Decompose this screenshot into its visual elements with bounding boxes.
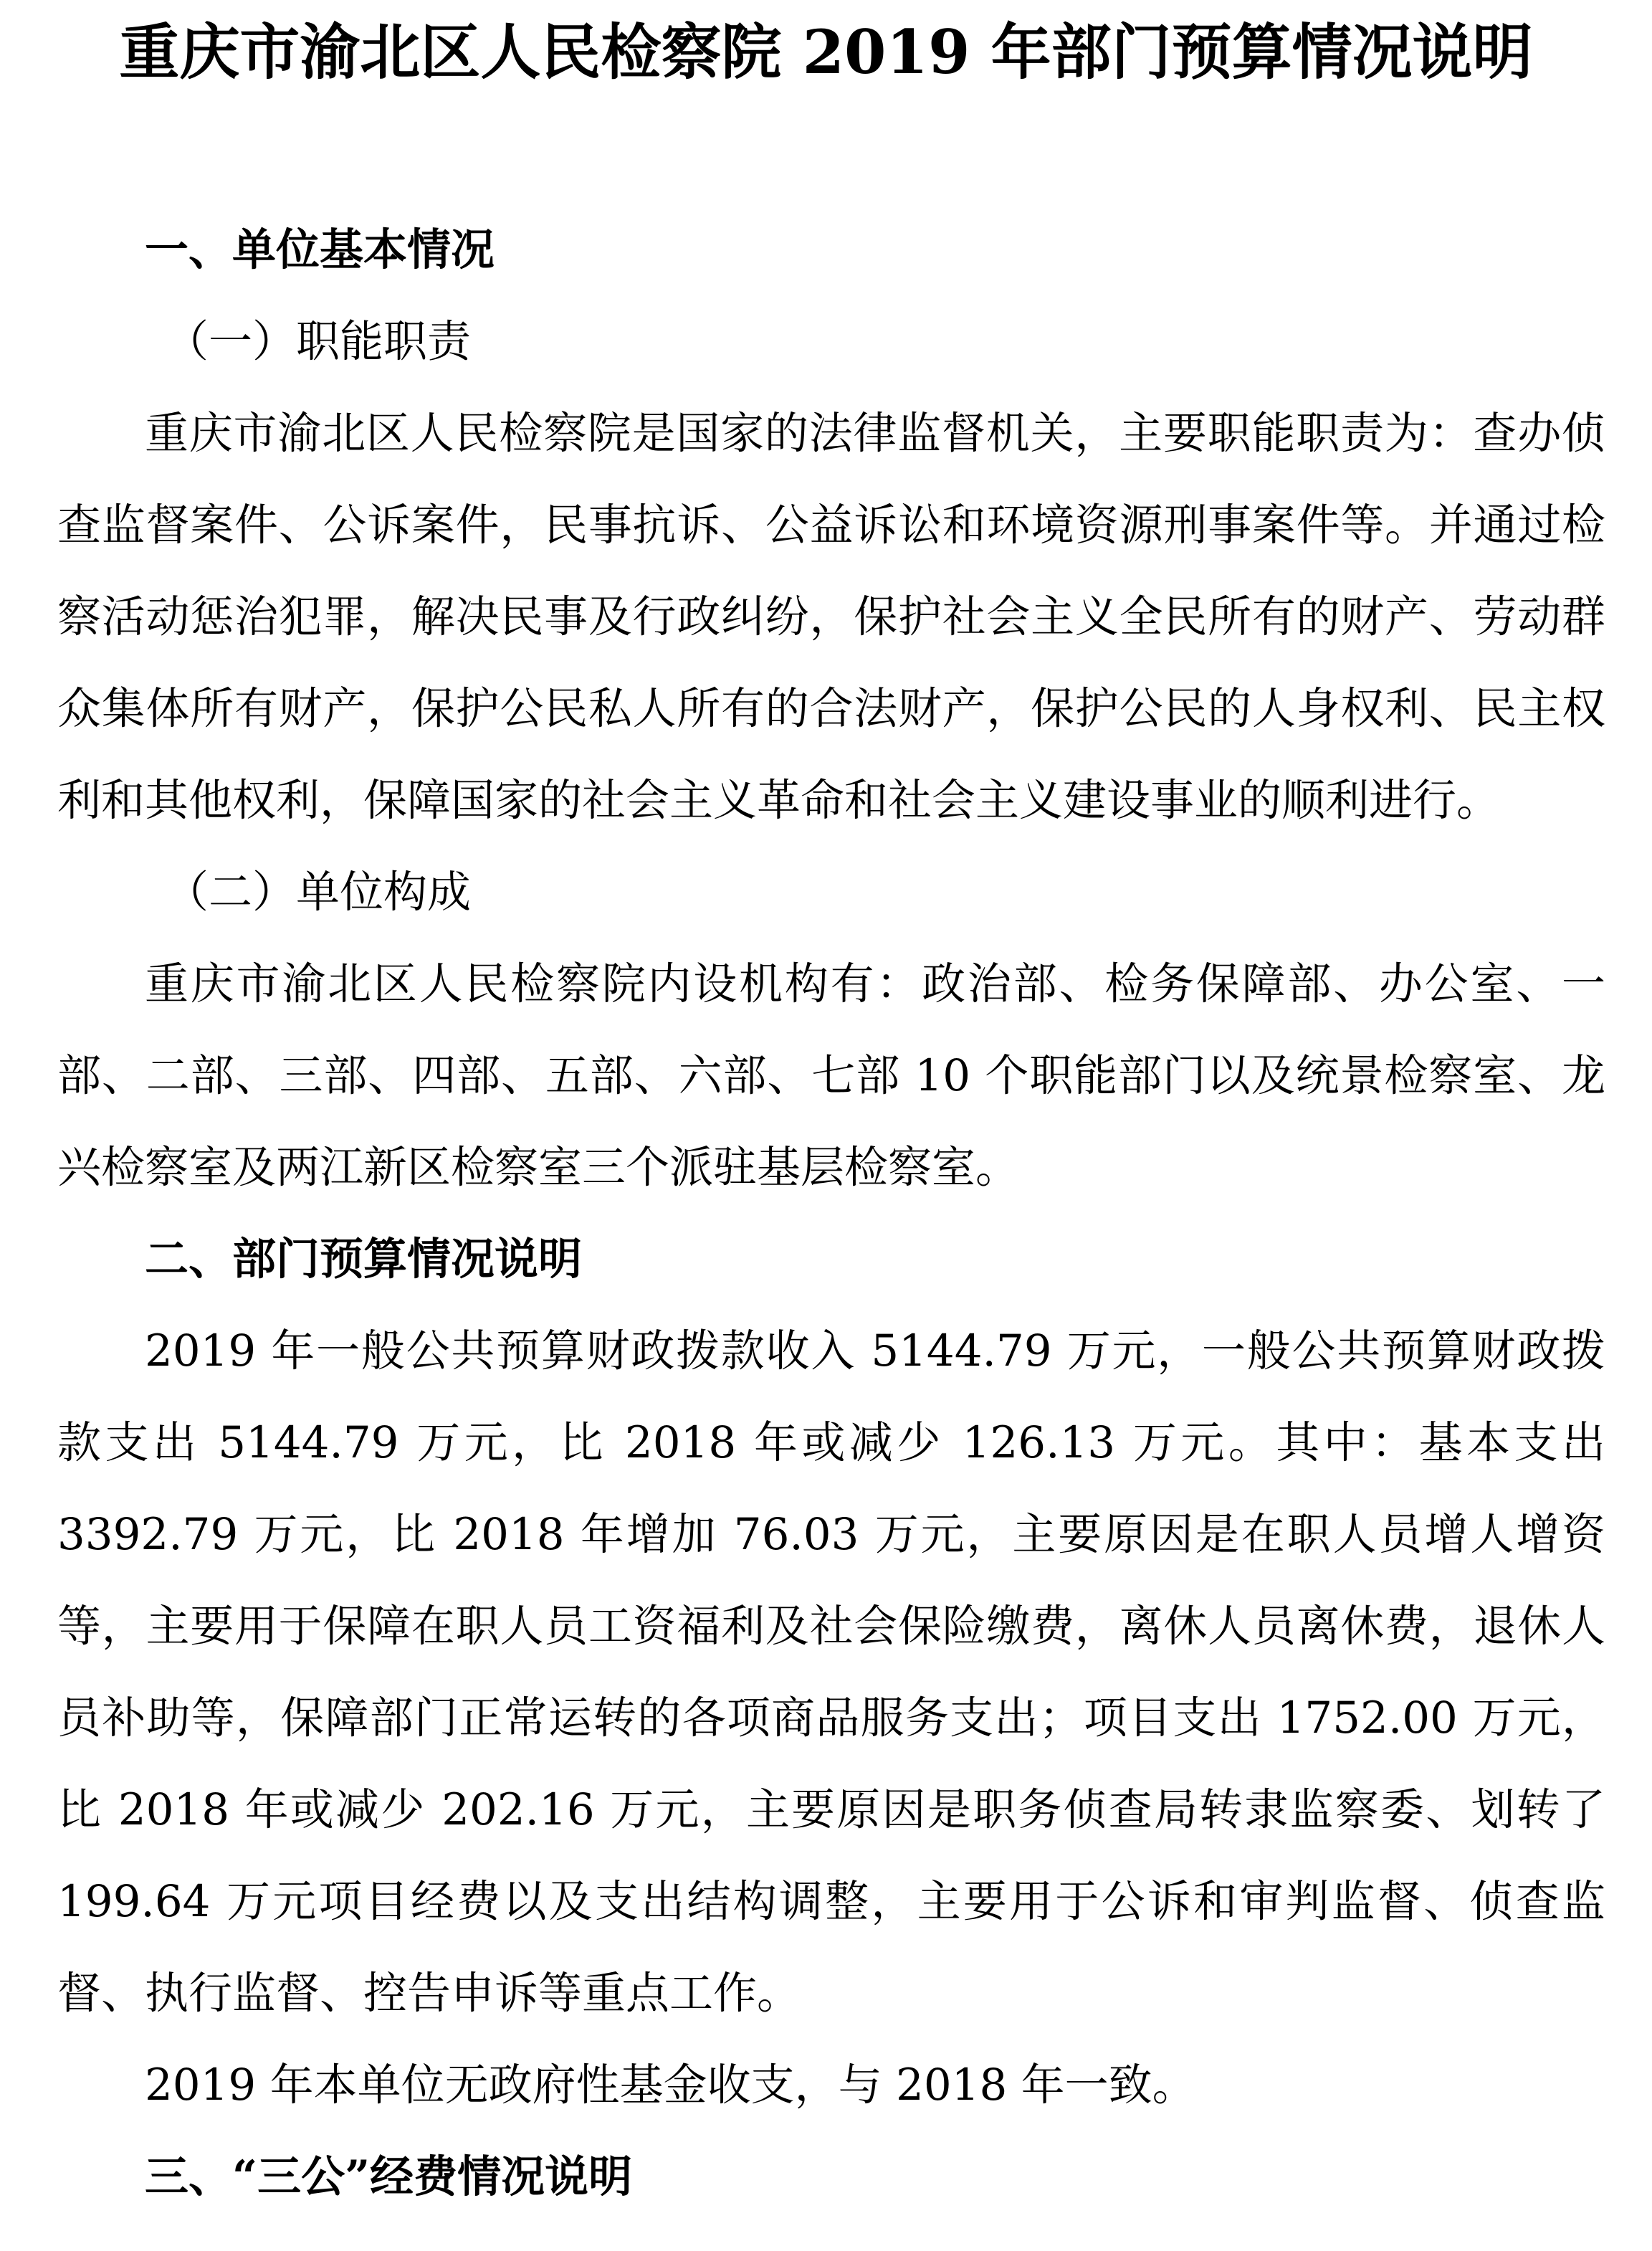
subsection-heading-structure: （二）单位构成: [165, 867, 472, 918]
section-heading-2: 二、部门预算情况说明: [145, 1234, 583, 1285]
paragraph-fund: 2019 年本单位无政府性基金收支，与 2018 年一致。: [145, 2060, 1196, 2110]
section-heading-1: 一、单位基本情况: [145, 224, 495, 275]
section-heading-3: 三、“三公”经费情况说明: [145, 2151, 633, 2202]
paragraph-budget: 2019 年一般公共预算财政拨款收入 5144.79 万元，一般公共预算财政拨款支出 5144.79 万元，比 2018 年或减少 126.13 万元。其中：基本支出 3392.79 万元，比 2018 年增加 76.03 万元，主要原因是在职人员增人增资等，主要用于保障在职人员工资福利及社会保险缴费，离休人员离休费，退休人员补助等，保障部门正常运转的各项商品服务支出；项目支出 1752.00 万元，比 2018 年或减少 202.16 万元，主要原因是职务侦查局转隶监察委、划转了 199.64 万元项目经费以及支出结构调整，主要用于公诉和审判监督、侦查监督、执行监督、控告申诉等重点工作。: [57, 1326, 1605, 2019]
page-title: 重庆市渝北区人民检察院 2019 年部门预算情况说明: [119, 16, 1533, 87]
paragraph-duties: 重庆市渝北区人民检察院是国家的法律监督机关，主要职能职责为：查办侦查监督案件、公诉案件，民事抗诉、公益诉讼和环境资源刑事案件等。并通过检察活动惩治犯罪，解决民事及行政纠纷，保护社会主义全民所有的财产、劳动群众集体所有财产，保护公民私人所有的合法财产，保护公民的人身权利、民主权利和其他权利，保障国家的社会主义革命和社会主义建设事业的顺利进行。: [57, 408, 1605, 826]
subsection-heading-duties: （一）职能职责: [165, 316, 472, 367]
paragraph-structure: 重庆市渝北区人民检察院内设机构有：政治部、检务保障部、办公室、一部、二部、三部、四部、五部、六部、七部 10 个职能部门以及统景检察室、龙兴检察室及两江新区检察室三个派驻基层检察室。: [57, 958, 1605, 1193]
document-body: [57, 204, 1605, 2223]
